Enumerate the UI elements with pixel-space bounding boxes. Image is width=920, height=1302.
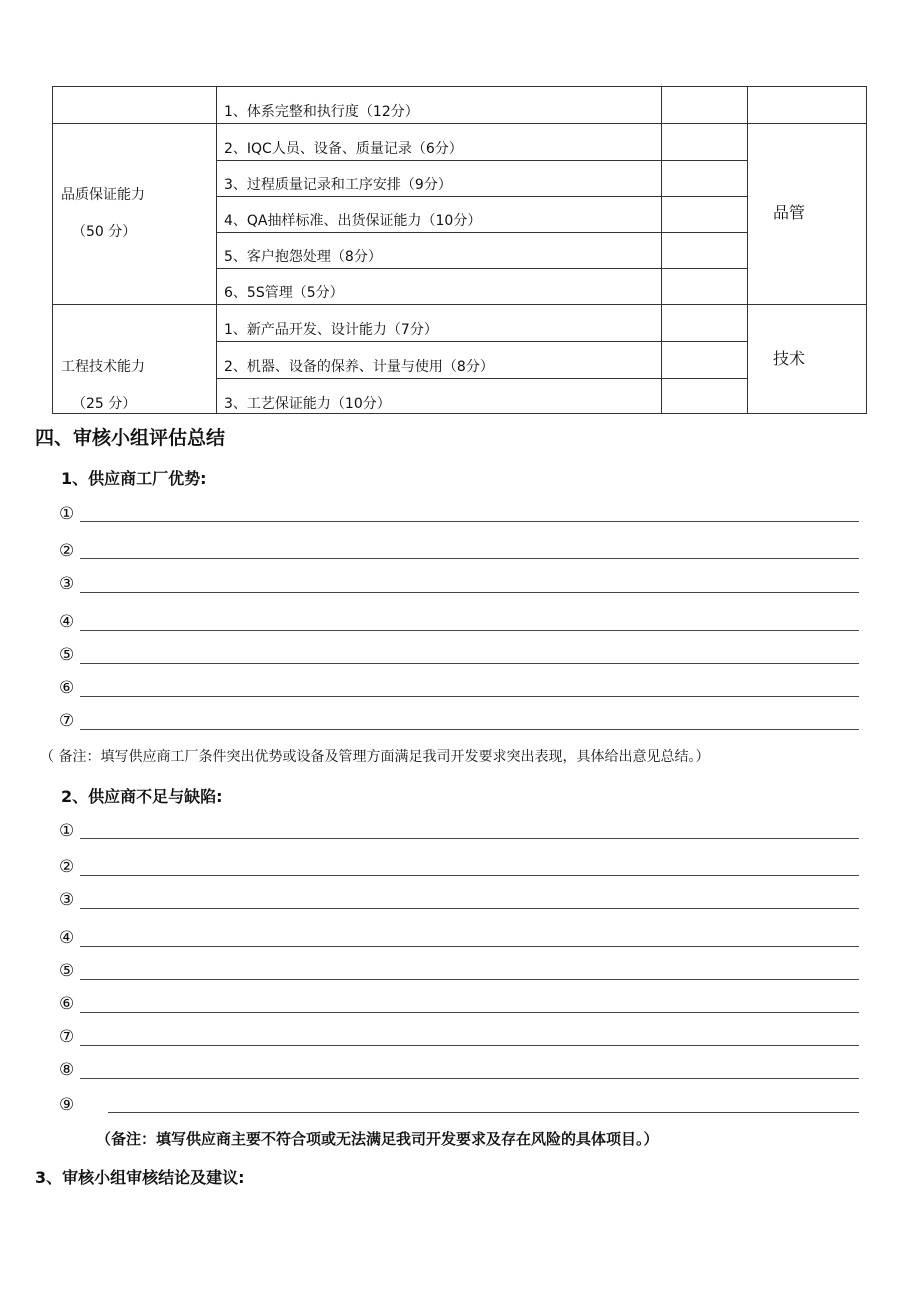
advantages-heading: 1、供应商工厂优势: xyxy=(61,469,207,488)
list-marker: ⑤ xyxy=(59,645,75,665)
table-item: 4、QA抽样标准、出货保证能力（10分） xyxy=(224,213,482,229)
list-marker: ③ xyxy=(59,890,75,910)
fill-line[interactable] xyxy=(80,1078,859,1079)
conclusion-heading: 3、审核小组审核结论及建议: xyxy=(35,1168,245,1187)
list-marker: ⑧ xyxy=(59,1060,75,1080)
fill-line[interactable] xyxy=(80,521,859,522)
category-quality: 品质保证能力 xyxy=(61,187,145,203)
list-marker: ④ xyxy=(59,928,75,948)
section-title: 四、审核小组评估总结 xyxy=(35,427,226,449)
fill-line[interactable] xyxy=(80,630,859,631)
deficiencies-heading: 2、供应商不足与缺陷: xyxy=(61,787,223,806)
list-marker: ② xyxy=(59,541,75,561)
table-item: 2、机器、设备的保养、计量与使用（8分） xyxy=(224,359,494,375)
fill-line[interactable] xyxy=(80,1045,859,1046)
fill-line[interactable] xyxy=(80,663,859,664)
list-marker: ⑦ xyxy=(59,711,75,731)
table-item: 3、工艺保证能力（10分） xyxy=(224,396,391,412)
list-marker: ① xyxy=(59,504,75,524)
fill-line[interactable] xyxy=(80,1012,859,1013)
fill-line[interactable] xyxy=(80,946,859,947)
fill-line[interactable] xyxy=(80,838,859,839)
category-engineering: 工程技术能力 xyxy=(61,359,145,375)
fill-line[interactable] xyxy=(80,908,859,909)
table-item: 3、过程质量记录和工序安排（9分） xyxy=(224,177,452,193)
category-engineering-score: （25 分） xyxy=(72,396,137,412)
fill-line[interactable] xyxy=(80,592,859,593)
list-marker: ⑨ xyxy=(59,1095,75,1115)
category-quality-score: （50 分） xyxy=(72,224,137,240)
table-item: 1、体系完整和执行度（12分） xyxy=(224,104,419,120)
list-marker: ④ xyxy=(59,612,75,632)
list-marker: ① xyxy=(59,821,75,841)
owner-quality: 品管 xyxy=(773,203,806,222)
fill-line[interactable] xyxy=(108,1112,859,1113)
fill-line[interactable] xyxy=(80,979,859,980)
deficiencies-note: （备注：填写供应商主要不符合项或无法满足我司开发要求及存在风险的具体项目。） xyxy=(96,1130,659,1148)
fill-line[interactable] xyxy=(80,558,859,559)
table-item: 6、5S管理（5分） xyxy=(224,285,344,301)
fill-line[interactable] xyxy=(80,696,859,697)
fill-line[interactable] xyxy=(80,729,859,730)
table-item: 5、客户抱怨处理（8分） xyxy=(224,249,382,265)
list-marker: ③ xyxy=(59,574,75,594)
list-marker: ② xyxy=(59,857,75,877)
list-marker: ⑤ xyxy=(59,961,75,981)
advantages-note: （ 备注：填写供应商工厂条件突出优势或设备及管理方面满足我司开发要求突出表现，具体给出意见总结。） xyxy=(40,749,710,765)
list-marker: ⑥ xyxy=(59,678,75,698)
list-marker: ⑥ xyxy=(59,994,75,1014)
list-marker: ⑦ xyxy=(59,1027,75,1047)
table-item: 1、新产品开发、设计能力（7分） xyxy=(224,322,438,338)
fill-line[interactable] xyxy=(80,875,859,876)
owner-engineering: 技术 xyxy=(773,349,806,368)
table-item: 2、IQC人员、设备、质量记录（6分） xyxy=(224,141,463,157)
